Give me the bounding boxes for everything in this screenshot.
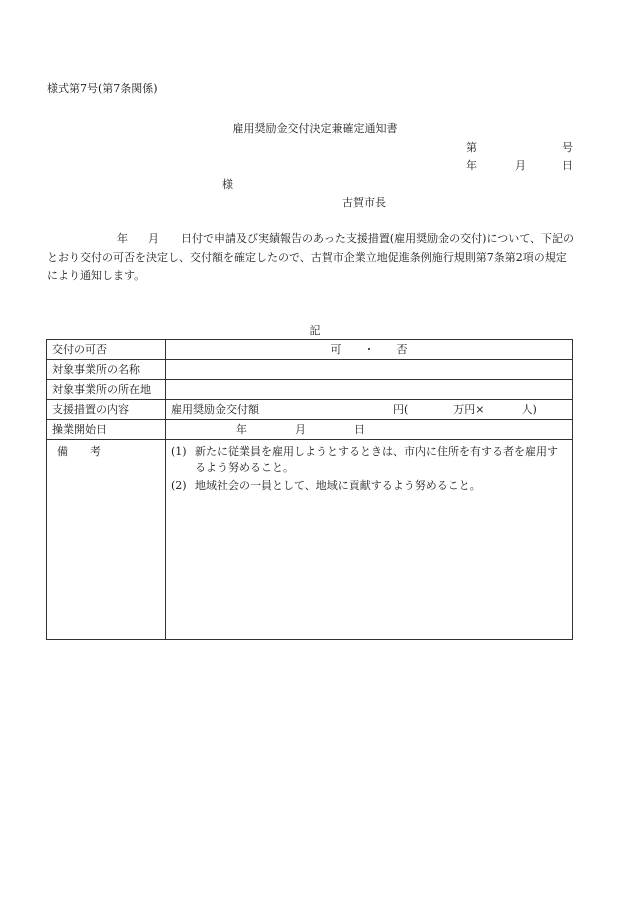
start-date-label: 操業開始日: [47, 420, 166, 440]
table-row: [47, 420, 573, 440]
form-number: 様式第7号(第7条関係): [47, 82, 158, 95]
support-man-yen: 万円×: [453, 402, 485, 416]
notes-label-1: 備: [57, 445, 68, 458]
start-year: 年: [236, 422, 247, 436]
approval-no: 否: [396, 342, 408, 356]
facility-address-label: 対象事業所の所在地: [47, 380, 166, 400]
document-title: 雇用奨励金交付決定兼確定通知書: [232, 122, 398, 135]
body-year: 年: [117, 232, 128, 245]
record-table: [46, 339, 573, 640]
support-label: 支援措置の内容: [47, 400, 166, 420]
table-row: [47, 340, 573, 360]
list-item: [171, 444, 567, 476]
support-persons: 人): [521, 402, 537, 416]
note-text: 新たに従業員を雇用しようとするときは、市内に住所を有する者を雇用するよう努めること。: [195, 445, 558, 474]
note-number: (2): [171, 479, 187, 492]
facility-address-value: [166, 380, 573, 400]
start-day: 日: [354, 422, 365, 436]
table-row: [47, 360, 573, 380]
support-yen: 円(: [393, 402, 409, 416]
approval-label: 交付の可否: [47, 340, 166, 360]
number-suffix: 号: [562, 141, 573, 154]
number-prefix: 第: [466, 141, 477, 154]
date-day-label: 日: [562, 159, 573, 172]
date-year-label: 年: [466, 159, 477, 172]
body-month: 月: [148, 232, 159, 245]
table-row: [47, 440, 573, 640]
start-month: 月: [295, 422, 306, 436]
sender: 古賀市長: [342, 196, 386, 209]
addressee-suffix: 様: [222, 178, 233, 191]
notes-cell: [166, 440, 573, 640]
notes-label: [47, 440, 166, 640]
start-date-cell: [166, 420, 573, 440]
table-row: [47, 400, 573, 420]
facility-name-value: [166, 360, 573, 380]
approval-cell: [166, 340, 573, 360]
note-number: (1): [171, 445, 187, 458]
notice-body: [47, 230, 577, 286]
approval-yes: 可: [330, 342, 342, 356]
date-month-label: 月: [515, 159, 526, 172]
facility-name-label: 対象事業所の名称: [47, 360, 166, 380]
list-item: [171, 478, 567, 494]
support-item: 雇用奨励金交付額: [171, 402, 259, 416]
ki-heading: 記: [309, 324, 321, 337]
note-text: 地域社会の一員として、地域に貢献するよう努めること。: [195, 479, 481, 492]
body-text: 日付で申請及び実績報告のあった支援措置(雇用奨励金の交付)について、下記のとおり交付の可否を決定し、交付額を確定したので、古賀市企業立地促進条例施行規則第7条第2項の規定により通知します。: [47, 232, 575, 282]
notes-label-2: 考: [90, 445, 101, 458]
table-row: [47, 380, 573, 400]
support-cell: [166, 400, 573, 420]
approval-separator: ・: [363, 342, 375, 356]
